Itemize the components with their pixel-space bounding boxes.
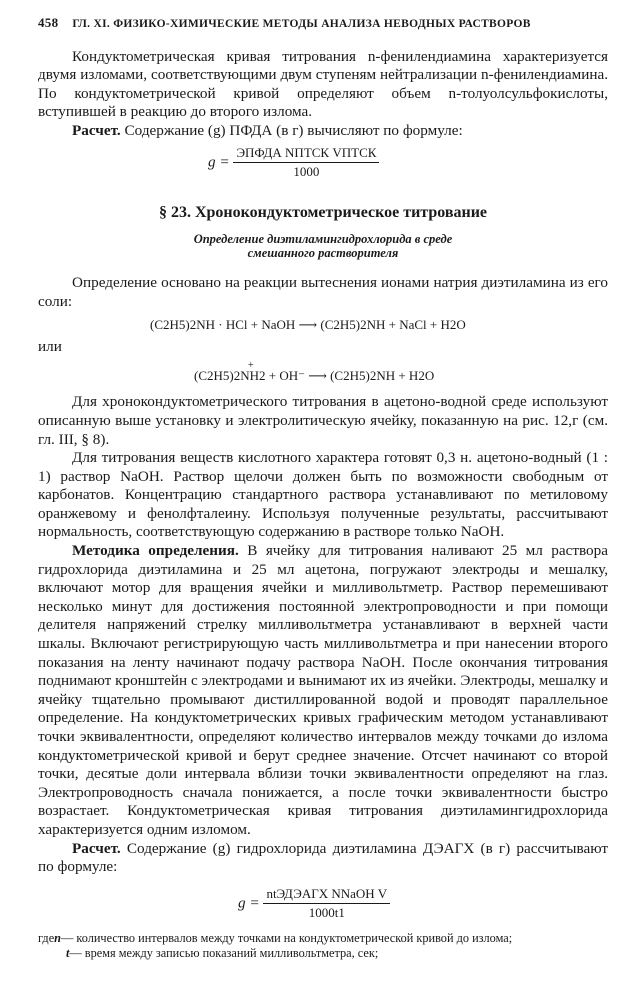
running-header — [38, 14, 608, 34]
formula-deagh-denominator: 1000t1 — [308, 905, 345, 921]
calc1-label: Расчет. — [72, 121, 121, 139]
calc2-text: Содержание (g) гидрохлорида диэтиламина ДЭАГХ (в г) рассчитывают по формуле: — [38, 839, 609, 876]
formula-deagh-lhs: g = — [238, 894, 260, 912]
formula-pfda-denominator: 1000 — [293, 164, 320, 180]
formula-deagh-numerator: ntЭДЭАГХ NNaOH V — [263, 885, 390, 905]
reaction-equation-2-text: (C2H5)2NH2 + OH⁻ ⟶ (C2H5)2NH + H2O — [194, 367, 435, 383]
or-word: или — [38, 338, 62, 356]
note-t — [38, 946, 608, 961]
reaction-equation-2 — [194, 359, 608, 386]
page-number: 458 — [38, 15, 59, 30]
reaction-equation-1: (C2H5)2NH · HCl + NaOH ⟶ (C2H5)2NH + NaCl + H2O — [150, 316, 466, 332]
note-t-symbol: t — [66, 945, 70, 960]
calc2-label: Расчет. — [72, 839, 121, 857]
charge-plus: + — [248, 359, 254, 371]
notes-list — [38, 931, 608, 961]
note-t-text: — время между записью показаний милливольтметра, сек; — [69, 945, 379, 960]
calc2-paragraph — [38, 840, 608, 877]
method-paragraph — [38, 542, 608, 840]
section-subtitle-line1: Определение диэтиламингидрохлорида в среде — [193, 232, 453, 247]
note-n-text: — количество интервалов между точками на кондуктометрической кривой до излома; — [61, 930, 513, 945]
calc1-paragraph — [38, 122, 608, 141]
section-title: § 23. Хронокондуктометрическое титрование — [158, 203, 488, 221]
note-n — [38, 931, 608, 946]
calc1-text: Содержание (g) ПФДА (в г) вычисляют по формуле: — [124, 121, 463, 139]
section-subtitle-line2: смешанного растворителя — [247, 246, 399, 261]
section-subtitle — [38, 232, 608, 260]
basis-paragraph: Определение основано на реакции вытеснения ионами натрия диэтиламина из его соли: — [38, 274, 608, 310]
chapter-title: ГЛ. XI. ФИЗИКО-ХИМИЧЕСКИЕ МЕТОДЫ АНАЛИЗА НЕВОДНЫХ РАСТВОРОВ — [72, 18, 531, 30]
formula-pfda-numerator: ЭПФДА NПТСК VПТСК — [233, 144, 379, 164]
intro-paragraph: Кондуктометрическая кривая титрования n-фенилендиамина характеризуется двумя изломами, соответствующими двум ступеням нейтрализации n-фенилендиамина. По кондуктометрической кривой определяют объем n-толуолсульфокислоты, вступившей в реакцию до второго излома. — [38, 47, 608, 121]
formula-pfda-lhs: g = — [208, 153, 230, 171]
note-n-symbol: n — [54, 930, 61, 945]
formula-deagh-fraction — [263, 885, 390, 923]
formula-pfda — [208, 144, 608, 182]
method-text: В ячейку для титрования наливают 25 мл раствора гидрохлорида диэтиламина и 25 мл ацетона, погружают электроды и мешалку, включают мотор для вращения ячейки и милливольтметр. Раствор перемешивают несколько минут для достижения постоянной электропроводности и при помощи делителя напряжений стрелку милливольтметра устанавливают в верхней части шкалы. Включают регистрирующую часть милливольтметра и при нанесении второго показания на ленту начинают подачу раствора NaOH. После окончания титрования поднимают кронштейн с электродами и вынимают их из ячейки. Электроды, мешалку и ячейку тщательно промывают дистиллированной водой и проводят параллельное определение. На кондуктометрических кривых графическим методом устанавливают точки эквивалентности, определяют количество интервалов между точками до излома кондуктометрической кривой и берут среднее значение. Отсчет начинают со второй точки, десятые доли интервала вблизи точки эквивалентности определяют на глаз. Электропроводность сначала понижается, а после точки эквивалентности быстро возрастает. Кондуктометрическая кривая титрования диэтиламингидрохлорида характеризуется одним изломом. — [38, 542, 608, 838]
formula-pfda-fraction — [233, 144, 379, 182]
method-label: Методика определения. — [72, 542, 239, 560]
setup-paragraph: Для хронокондуктометрического титрования в ацетоно-водной среде используют описанную выше установку и электролитическую ячейку, показанную на рис. 12,г (см. гл. III, § 8). — [38, 393, 608, 448]
formula-deagh — [238, 885, 608, 923]
note-n-lead: где — [38, 930, 55, 945]
reagent-paragraph: Для титрования веществ кислотного характера готовят 0,3 н. ацетоно-водный (1 : 1) раствор NaOH. Раствор щелочи должен быть по возможности свободным от карбонатов. Концентрацию стандартного раствора устанавливают по метиловому оранжевому и фенолфталеину. Используя полученные результаты, рассчитывают нормальность, соответствующую содержанию в растворе только NaOH. — [38, 449, 608, 541]
